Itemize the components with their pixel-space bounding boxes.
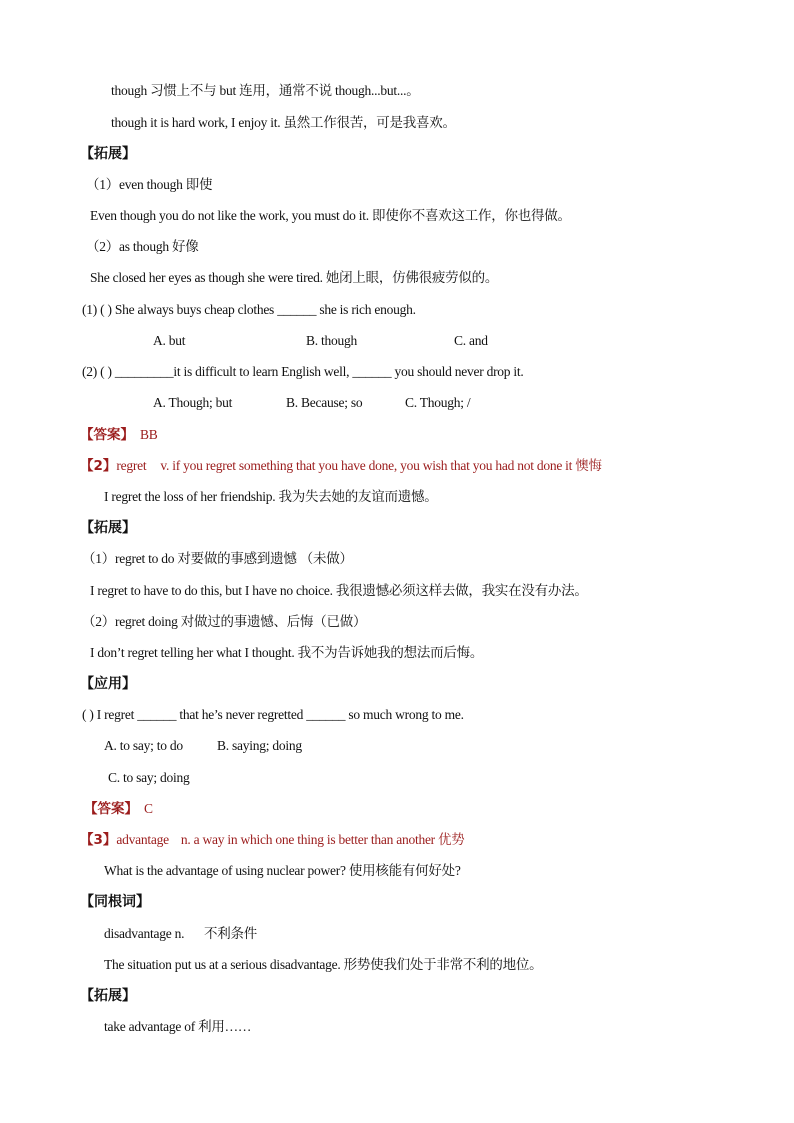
q1-option-b: B. though [306,333,358,348]
example-regret-to-do: I regret to have to do this, but I have no choice. 我很遗憾必须这样去做，我实在没有办法。 [90,583,588,598]
item-as-though: （2）as though 好像 [86,239,199,254]
item-regret-to-do: （1）regret to do 对要做的事感到遗憾 （未做） [82,551,353,566]
answer-3 [84,800,153,818]
heading-cognates: 【同根词】 [80,894,150,910]
q2-option-a: A. Though; but [153,395,233,410]
q1-option-a: A. but [153,333,186,348]
heading-extension-3: 【拓展】 [80,988,136,1004]
entry-advantage [80,831,465,849]
heading-extension-1: 【拓展】 [80,146,136,162]
heading-application: 【应用】 [80,676,136,692]
question-1: (1) ( ) She always buys cheap clothes ______ she is rich enough. [82,302,416,317]
example-disadvantage: The situation put us at a serious disadvantage. 形势使我们处于非常不利的地位。 [104,957,543,972]
item-even-though: （1）even though 即使 [86,177,213,192]
q2-option-c: C. Though; / [405,395,471,410]
note-though-but: though 习惯上不与 but 连用，通常不说 though...but...。 [111,83,420,98]
example-as-though: She closed her eyes as though she were tired. 她闭上眼，仿佛很疲劳似的。 [90,270,499,285]
item-take-advantage-of: take advantage of 利用…… [104,1019,252,1034]
entry-word: advantage [116,832,169,847]
heading-extension-2: 【拓展】 [80,520,136,536]
answer-label: 【答案】 [80,427,134,443]
answer-value: BB [140,427,158,442]
question-2: (2) ( ) _________it is difficult to learn English well, ______ you should never drop it. [82,364,524,379]
question-3: ( ) I regret ______ that he’s never regretted ______ so much wrong to me. [82,707,464,722]
entry-number: 【2】 [80,458,117,474]
example-even-though: Even though you do not like the work, you must do it. 即使你不喜欢这工作，你也得做。 [90,208,571,223]
q3-option-c: C. to say; doing [108,770,190,785]
entry-regret [80,457,602,475]
example-regret: I regret the loss of her friendship. 我为失去她的友谊而遗憾。 [104,489,438,504]
item-regret-doing: （2）regret doing 对做过的事遗憾、后悔（已做） [82,614,367,629]
entry-definition: v. if you regret something that you have done, you wish that you had not done it 懊悔 [160,458,602,473]
cognate-meaning: 不利条件 [204,926,257,941]
q1-option-c: C. and [454,333,488,348]
example-advantage: What is the advantage of using nuclear power? 使用核能有何好处? [104,863,461,878]
q2-option-b: B. Because; so [286,395,363,410]
entry-definition: n. a way in which one thing is better than another 优势 [180,832,465,847]
entry-number: 【3】 [80,832,117,848]
example-regret-doing: I don’t regret telling her what I thought. 我不为告诉她我的想法而后悔。 [90,645,484,660]
answer-label: 【答案】 [84,801,138,817]
entry-word: regret [116,458,147,473]
cognate-word: disadvantage n. [104,926,185,941]
answer-value: C [144,801,153,816]
answer-1 [80,426,158,444]
q3-option-a: A. to say; to do [104,738,183,753]
example-though: though it is hard work, I enjoy it. 虽然工作很苦，可是我喜欢。 [111,115,456,130]
q3-option-b: B. saying; doing [217,738,302,753]
